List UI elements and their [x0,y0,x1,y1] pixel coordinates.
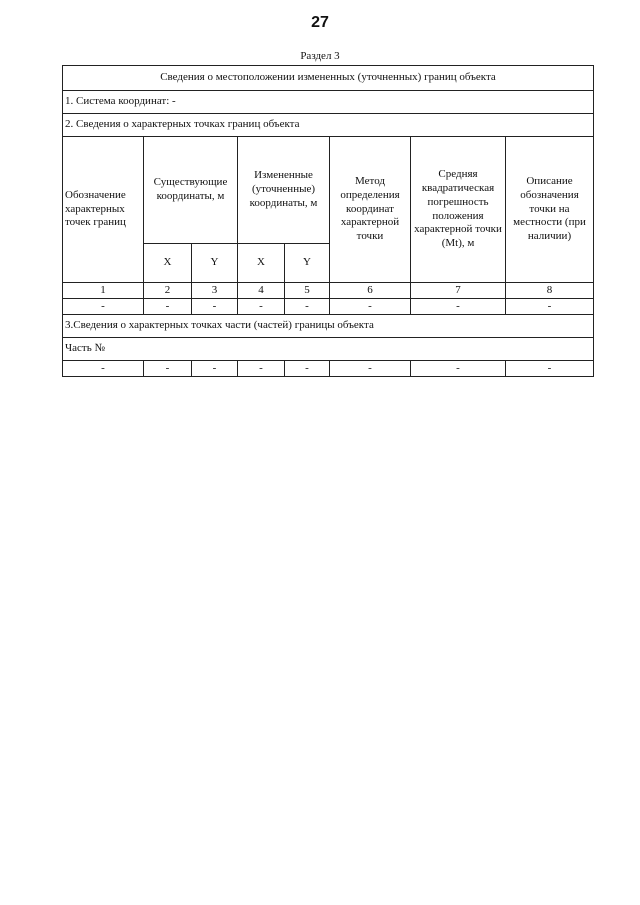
header-point-designation: Обозначение характерных точек границ [63,137,144,283]
column-numbers-row [63,283,594,299]
column-number: 4 [238,283,285,299]
table-cell: - [506,361,594,377]
header-point-description: Описание обозначения точки на местности (при наличии) [506,137,594,283]
boundary-points-table [62,65,594,377]
column-number: 1 [63,283,144,299]
header-x-existing: X [144,244,192,283]
table-cell: - [144,361,192,377]
table-cell: - [285,361,330,377]
table-cell: - [411,299,506,315]
header-y-changed: Y [285,244,330,283]
header-existing-coordinates: Существующие координаты, м [144,137,238,244]
column-number: 2 [144,283,192,299]
table-cell: - [330,299,411,315]
table-row [63,299,594,315]
column-number: 6 [330,283,411,299]
table-cell: - [330,361,411,377]
column-number: 5 [285,283,330,299]
table-cell: - [506,299,594,315]
table-title: Сведения о местоположении измененных (уточненных) границ объекта [63,66,594,91]
header-mean-square-error: Средняя квадратическая погрешность положения характерной точки (Mt), м [411,137,506,283]
points-heading: 2. Сведения о характерных точках границ объекта [63,114,594,137]
header-changed-coordinates: Измененные (уточненные) координаты, м [238,137,330,244]
header-method: Метод определения координат характерной точки [330,137,411,283]
table-cell: - [411,361,506,377]
table-cell: - [238,361,285,377]
parts-heading: 3.Сведения о характерных точках части (частей) границы объекта [63,315,594,338]
part-number-label: Часть № [63,338,594,361]
header-x-changed: X [238,244,285,283]
table-cell: - [192,299,238,315]
table-cell: - [144,299,192,315]
table-cell: - [285,299,330,315]
section-label: Раздел 3 [300,50,340,62]
coordinate-system: 1. Система координат: - [63,91,594,114]
column-number: 7 [411,283,506,299]
header-y-existing: Y [192,244,238,283]
table-cell: - [192,361,238,377]
table-cell: - [238,299,285,315]
column-number: 8 [506,283,594,299]
table-cell: - [63,361,144,377]
page-number: 27 [311,14,329,31]
table-row [63,361,594,377]
column-number: 3 [192,283,238,299]
table-cell: - [63,299,144,315]
